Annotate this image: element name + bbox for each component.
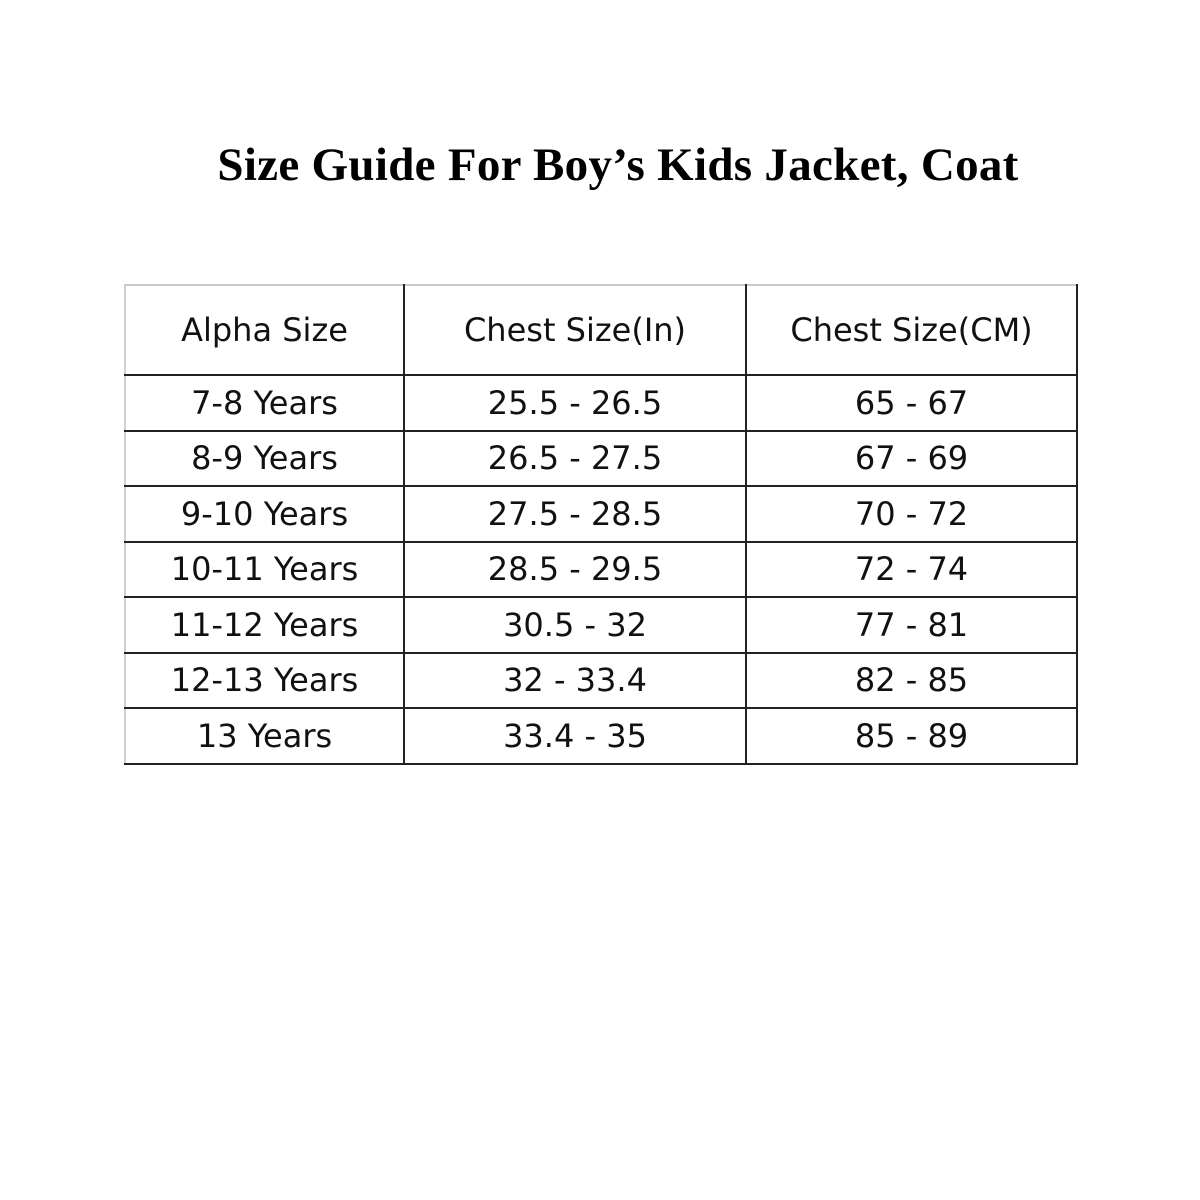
chest-size-in-cell: 32 - 33.4: [404, 653, 746, 709]
chest-size-in-cell: 30.5 - 32: [404, 597, 746, 653]
table-row: [125, 375, 1077, 431]
column-header-chest-size-in: Chest Size(In): [404, 285, 746, 375]
table-row: [125, 653, 1077, 709]
column-header-chest-size-cm: Chest Size(CM): [746, 285, 1077, 375]
chest-size-in-cell: 26.5 - 27.5: [404, 431, 746, 487]
alpha-size-cell: 13 Years: [125, 708, 404, 764]
alpha-size-cell: 10-11 Years: [125, 542, 404, 598]
chest-size-cm-cell: 72 - 74: [746, 542, 1077, 598]
size-guide-table: [124, 284, 1078, 765]
chest-size-in-cell: 27.5 - 28.5: [404, 486, 746, 542]
chest-size-in-cell: 25.5 - 26.5: [404, 375, 746, 431]
alpha-size-cell: 12-13 Years: [125, 653, 404, 709]
page-title: Size Guide For Boy’s Kids Jacket, Coat: [217, 139, 1019, 191]
chest-size-cm-cell: 70 - 72: [746, 486, 1077, 542]
table-row: [125, 542, 1077, 598]
alpha-size-cell: 11-12 Years: [125, 597, 404, 653]
alpha-size-cell: 9-10 Years: [125, 486, 404, 542]
table-row: [125, 486, 1077, 542]
alpha-size-cell: 7-8 Years: [125, 375, 404, 431]
chest-size-cm-cell: 77 - 81: [746, 597, 1077, 653]
table-row: [125, 431, 1077, 487]
chest-size-cm-cell: 67 - 69: [746, 431, 1077, 487]
chest-size-cm-cell: 65 - 67: [746, 375, 1077, 431]
chest-size-in-cell: 28.5 - 29.5: [404, 542, 746, 598]
table-row: [125, 597, 1077, 653]
chest-size-cm-cell: 82 - 85: [746, 653, 1077, 709]
column-header-alpha-size: Alpha Size: [125, 285, 404, 375]
table-row: [125, 708, 1077, 764]
chest-size-in-cell: 33.4 - 35: [404, 708, 746, 764]
chest-size-cm-cell: 85 - 89: [746, 708, 1077, 764]
table-header-row: [125, 285, 1077, 375]
alpha-size-cell: 8-9 Years: [125, 431, 404, 487]
